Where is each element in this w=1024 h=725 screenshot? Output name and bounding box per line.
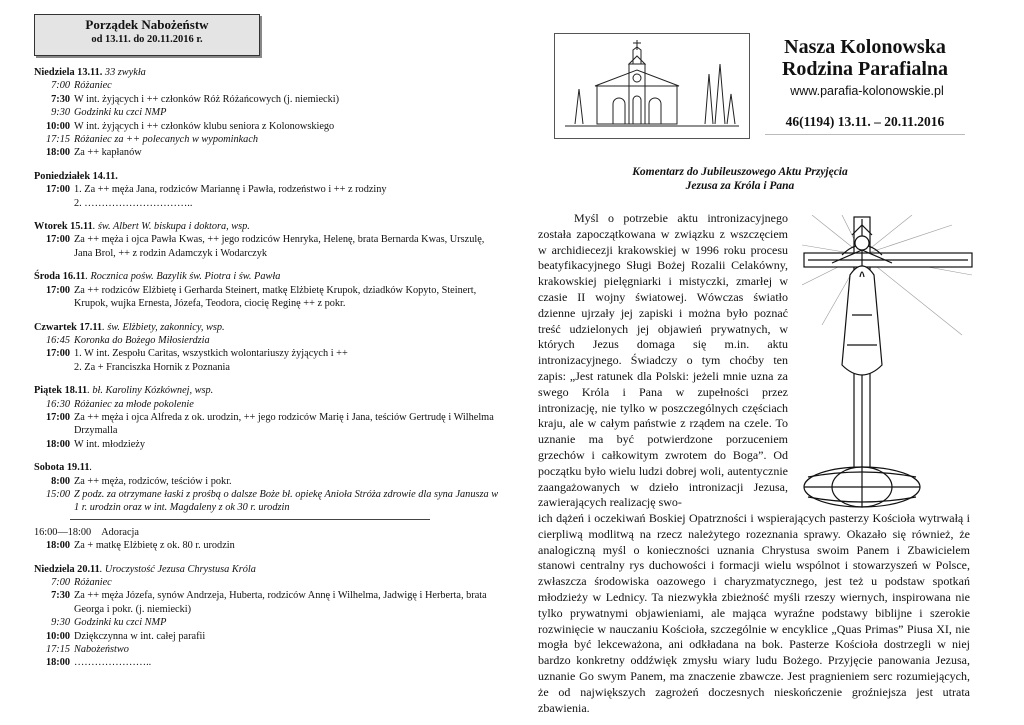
schedule-day [34,170,504,210]
day-heading [34,66,504,79]
schedule-title: Porządek Nabożeństw [85,17,209,32]
mass-intention: 2. Za + Franciszka Hornik z Poznania [74,361,230,373]
mass-time: 17:15 [45,644,70,656]
mass-time: 17:00 [45,284,70,296]
schedule-panel [34,14,504,670]
day-heading [34,563,504,576]
schedule-day [34,384,504,451]
article-column-text [538,211,788,511]
day-name: Sobota 19.11 [34,462,90,474]
schedule-day [34,526,504,553]
mass-intention: ………………….. [74,657,152,669]
schedule-day [34,66,504,160]
mass-time: 17:00 [45,411,70,423]
day-heading [34,220,504,233]
mass-entry [34,616,504,629]
mass-time: 17:00 [45,234,70,246]
article-paragraph-start: Myśl o potrzebie aktu intronizacyjnego została zapoczątkowana w związku z wszczęciem w archidiecezji krakowskiej w 1996 roku procesu beatyfikacyjnego Sługi Bożej Rozalii Celakówny, krakowskiej pielęgniarki i mistyczki, zmarłej w czasie II wojny światowej. Wówczas światło dzienne ujrzały jej zapiski i można było poznać treść udzielonych jej objawień prywatnych, w których Jezus domaga się m.in. aktu intronizacyjnego. Świadczy o tym choćby ten zapis: „Jest ratunek dla Polski: jeżeli mnie uzna za swego Króla i Pana w zupełności przez intronizację, nie tylko w poszczególnych częściach kraju, ale w całym państwie z rządem na czele. To uznanie ma być potwierdzone porzuceniem grzechów i całkowitym zwrotem do Boga”. Od początku było wielu ludzi dobrej woli, autentycznie zaangażowanych w dzieło intronizacji Jezusa, zawierających realizację swo- [538,211,788,510]
schedule-day [34,461,504,520]
mass-intention: Z podz. za otrzymane łaski z prośbą o dalsze Boże bł. opiekę Anioła Stróża zdrowie dla syna Janusza w 1 r. urodzin oraz w int. Magdaleny z ok 30 r. urodzin [74,488,499,514]
day-name: Wtorek 15.11 [34,221,93,233]
mass-time [34,197,74,210]
mass-time: 7:30 [51,93,70,105]
mass-entry [34,656,504,669]
newsletter-title [765,36,965,80]
mass-time: 16:00—18:00 [34,526,92,538]
schedule-day [34,270,504,310]
mass-time: 18:00 [45,147,70,159]
article-full-text: ich dążeń i oczekiwań Boskiej Opatrzności i wspierających pasterzy Kościoła wytrwałą i cierpliwą modlitwą na rzecz należytego rozeznania sprawy. Okazało się również, że analogiczną myśl o konieczności uznania Chrystusa swoim Panem i Zbawicielem stanowi centralny rys duchowości i formacji wielu wspólnot i stowarzyszeń w Polsce, zwłaszcza środowiska oazowego i charyzmatycznego, jest też u podstaw spotkań młodzieży w Lednicy. Ta niezwykła zbieżność myśli rzeszy wiernych, inspirowana nie tylko prywatnymi objawieniami, ale mająca wyraźne podstawy biblijne i szerokie rozwinięcie w nauczaniu Kościoła, szczególnie w encyklice „Quas Primas” Piusa XI, nie mogła być lekceważona, ani odkładana na bok. Pasterze Kościoła dostrzegli w niej bardzo konkretny oddźwięk zmysłu wiary ludu Bożego. Przyjęcie panowania Jezusa, uznanie Go swym Panem, ma znaczenie zbawcze. Jest pragnieniem serc rozumiejących, że od największych zagrożeń doczesnych nieskończenie groźniejsza jest utrata zbawienia. [538,511,970,715]
mass-time: 9:30 [51,107,70,119]
mass-intention: 1. W int. Zespołu Caritas, wszystkich wolontariuszy żyjących i ++ [74,348,348,360]
mass-intention: Za ++ męża i ojca Alfreda z ok. urodzin, ++ jego rodziców Marię i Jana, teściów Gertrudę i Wilhelma Drzymalla [74,411,494,437]
mass-time: 9:30 [51,617,70,629]
mass-intention: W int. żyjących i ++ członków klubu seniora z Kolonowskiego [74,120,335,132]
mass-entry [34,197,504,210]
mass-entry [34,120,504,133]
day-note: . bł. Karoliny Kózkównej, wsp. [87,385,214,397]
mass-entry [34,438,504,451]
mass-entry [34,233,504,260]
mass-time: 7:30 [51,590,70,602]
day-name: Poniedziałek 14.11. [34,170,118,182]
mass-intention: 1. Za ++ męża Jana, rodziców Mariannę i Pawła, rodzeństwo i ++ z rodziny [74,184,387,196]
mass-time: 18:00 [45,540,70,552]
day-heading [34,170,504,183]
mass-entry [34,630,504,643]
mass-time: 17:00 [45,348,70,360]
mass-time: 17:15 [45,134,70,146]
day-name: Środa 16.11 [34,271,86,283]
day-heading [34,270,504,283]
day-name: Czwartek 17.11 [34,321,103,333]
mass-intention: Różaniec [74,577,112,588]
day-name: Niedziela 20.11 [34,563,100,575]
day-note: . św. Elżbiety, zakonnicy, wsp. [102,321,225,333]
mass-intention: W int. młodzieży [74,438,146,450]
mass-time: 7:00 [51,577,70,588]
schedule-divider [70,519,430,520]
mass-time [34,361,74,374]
article-title-line1: Komentarz do Jubileuszowego Aktu Przyjęcia [632,166,848,178]
mass-intention: Adoracja [101,526,139,538]
issue-divider [765,134,965,135]
day-heading [34,321,504,334]
mass-entry [34,284,504,311]
mass-intention: Za ++ rodziców Elżbietę i Gerharda Steinert, matkę Elżbietę Krupok, dziadków Kopyto, Steinert, Krupok, wujka Ernesta, Józefa, Teodora, ciocię Reginę ++ z pokr. [74,284,477,310]
schedule-header [34,14,260,56]
mass-intention: Nabożeństwo [74,644,129,656]
day-name: Piątek 18.11 [34,385,88,397]
mass-intention: Za ++ męża Józefa, synów Andrzeja, Huberta, rodziców Annę i Wilhelma, Jadwigę i Herberta, brata Georga i pokr. (j. niemiecki) [74,590,487,615]
mass-entry [34,576,504,589]
mass-intention: Różaniec za ++ polecanych w wypominkach [74,134,259,146]
mass-entry [34,589,504,616]
mass-entry [34,475,504,488]
christ-the-king-crucifix-icon [802,215,976,515]
mass-entry [34,347,504,360]
mass-entry [34,79,504,92]
schedule-dates: od 13.11. do 20.11.2016 r. [91,34,203,46]
mass-entry [34,106,504,119]
mass-time: 8:00 [51,475,70,487]
day-note: . św. Albert W. biskupa i doktora, wsp. [92,221,250,233]
mass-intention: Koronka do Bożego Miłosierdzia [74,334,210,346]
article-title-line2: Jezusa za Króla i Pana [685,180,795,192]
mass-intention: Różaniec za młode pokolenie [74,398,194,410]
mass-time: 15:00 [45,488,70,500]
mass-entry [34,398,504,411]
schedule-day [34,220,504,260]
mass-entry [34,526,504,539]
mass-intention: Godzinki ku czci NMP [74,107,167,119]
church-icon [555,34,749,138]
church-illustration [554,33,750,139]
mass-entry [34,643,504,656]
mass-intention: Za ++ męża i ojca Pawła Kwas, ++ jego rodziców Henryka, Helenę, brata Bernarda Kwas, Urszulę, Jana Brol, ++ z rodzin Adamczyk i Wodarczyk [74,234,485,259]
schedule-days [34,66,504,670]
mass-intention: Godzinki ku czci NMP [74,617,167,629]
parish-website: www.parafia-kolonowskie.pl [790,84,944,98]
mass-intention: Za ++ kapłanów [74,147,142,159]
day-note: . Rocznica pośw. Bazylik św. Piotra i św. Pawła [85,271,281,283]
issue-number: 46(1194) 13.11. – 20.11.2016 [785,114,945,129]
mass-time: 10:00 [45,120,70,132]
mass-intention: Różaniec [74,80,112,92]
mass-intention: Dziękczynna w int. całej parafii [74,630,206,642]
mass-time: 7:00 [51,80,70,92]
mass-time: 18:00 [45,438,70,450]
day-note: 33 zwykła [102,67,146,78]
mass-time: 10:00 [45,630,70,642]
newsletter-title-line2: Rodzina Parafialna [781,58,949,80]
mass-time: 17:00 [45,184,70,196]
mass-entry [34,361,504,374]
article-title [570,165,910,193]
day-note: . Uroczystość Jezusa Chrystusa Króla [99,563,256,575]
day-heading [34,384,504,397]
mass-intention: W int. żyjących i ++ członków Róż Różańcowych (j. niemiecki) [74,93,340,105]
newsletter-title-line1: Nasza Kolonowska [784,36,946,58]
day-name: Niedziela 13.11. [34,67,103,78]
mass-entry [34,488,504,515]
schedule-day [34,321,504,375]
mass-entry [34,539,504,552]
mass-entry [34,133,504,146]
mass-entry [34,146,504,159]
mass-time: 18:00 [45,657,70,669]
schedule-day [34,563,504,670]
day-note: . [89,462,93,474]
mass-intention: Za + matkę Elżbietę z ok. 80 r. urodzin [74,540,235,552]
mass-entry [34,93,504,106]
mass-time: 16:45 [45,334,70,346]
mass-intention: Za ++ męża, rodziców, teściów i pokr. [74,475,232,487]
mass-entry [34,411,504,438]
mass-time: 16:30 [45,398,70,410]
mass-intention: 2. ………………………….. [74,197,193,209]
day-heading [34,461,504,474]
mass-entry [34,334,504,347]
mass-entry [34,183,504,196]
